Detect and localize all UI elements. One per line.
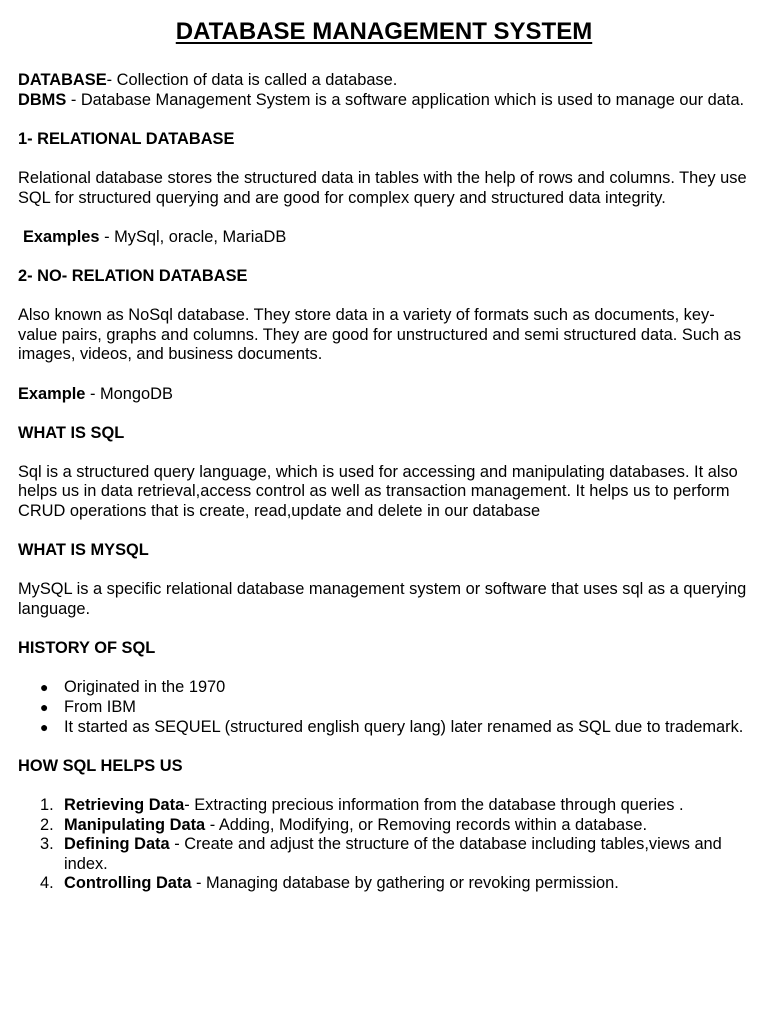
list-item [18, 835, 750, 874]
definition-dbms [18, 91, 750, 111]
spacer [18, 737, 750, 757]
history-list [18, 678, 750, 737]
spacer [18, 365, 750, 385]
bullet-icon: ● [40, 679, 49, 696]
list-item-text: Originated in the 1970 [64, 678, 226, 697]
spacer [18, 287, 750, 307]
list-item-term: Retrieving Data [64, 795, 185, 814]
spacer [18, 443, 750, 463]
section-heading-history: HISTORY OF SQL [18, 639, 156, 658]
spacer [18, 620, 750, 640]
list-item-term: Controlling Data [64, 874, 192, 893]
list-item-text: From IBM [64, 698, 136, 716]
list-item [18, 874, 750, 894]
example-line [18, 385, 750, 405]
list-item [18, 678, 750, 698]
definition-database [18, 71, 750, 91]
spacer [18, 561, 750, 581]
list-item [18, 718, 750, 738]
definition-text: - Database Management System is a software application which is used to manage our data. [66, 90, 745, 109]
section-body-what-is-sql: Sql is a structured query language, which is used for accessing and manipulating databases. It also helps us in data retrieval,access control as well as transaction management. It helps us to perform CRUD operations that is create, read,update and delete in our database [18, 462, 738, 521]
list-item-text: It started as SEQUEL (structured english query lang) later renamed as SQL due to trademark. [64, 717, 744, 736]
section-body-relational: Relational database stores the structured data in tables with the help of rows and columns. They use SQL for structured querying and are good for complex query and structured data integrity. [18, 168, 747, 207]
list-item-term: Defining Data [64, 835, 170, 854]
example-term: Example [18, 384, 86, 403]
bullet-icon: ● [40, 718, 49, 735]
bullet-icon: ● [40, 699, 49, 715]
section-body-what-is-mysql: MySQL is a specific relational database management system or software that uses sql as a querying language. [18, 580, 747, 619]
list-item-term: Manipulating Data [64, 815, 206, 834]
spacer [18, 776, 750, 796]
spacer [18, 247, 750, 267]
examples-line [18, 228, 750, 248]
examples-text: - MySql, oracle, MariaDB [99, 227, 287, 246]
spacer [18, 46, 750, 71]
list-number: 2. [40, 815, 54, 834]
list-item-text: - Create and adjust the structure of the database including tables,views and index. [64, 835, 722, 873]
section-body-non-relational: Also known as NoSql database. They store data in a variety of formats such as documents, key-value pairs, graphs and columns. They are good for unstructured and semi structured data. Such as images, videos, and business documents. [18, 306, 742, 364]
list-item-text: - Managing database by gathering or revoking permission. [191, 874, 619, 893]
list-number: 3. [40, 835, 54, 854]
section-heading-how-sql-helps: HOW SQL HELPS US [18, 756, 183, 775]
helps-list [18, 796, 750, 894]
definition-text: - Collection of data is called a database. [106, 71, 398, 89]
section-heading-what-is-sql: WHAT IS SQL [18, 423, 125, 442]
page-title: DATABASE MANAGEMENT SYSTEM [175, 18, 593, 45]
list-item-text: - Adding, Modifying, or Removing records within a database. [205, 815, 648, 834]
definition-term: DATABASE [18, 71, 107, 89]
section-heading-non-relational: 2- NO- RELATION DATABASE [18, 266, 248, 285]
section-heading-what-is-mysql: WHAT IS MYSQL [18, 541, 149, 560]
list-item [18, 796, 750, 816]
examples-term: Examples [23, 227, 100, 246]
section-heading-relational: 1- RELATIONAL DATABASE [18, 129, 235, 148]
spacer [18, 522, 750, 542]
list-item [18, 698, 750, 718]
spacer [18, 659, 750, 679]
spacer [18, 149, 750, 169]
example-text: - MongoDB [85, 384, 173, 403]
list-number: 4. [40, 874, 54, 893]
list-item-text: - Extracting precious information from the database through queries . [184, 795, 684, 814]
list-item [18, 816, 750, 836]
list-number: 1. [40, 795, 54, 814]
definition-term: DBMS [18, 90, 67, 109]
spacer [18, 404, 750, 424]
spacer [18, 110, 750, 130]
spacer [18, 208, 750, 228]
